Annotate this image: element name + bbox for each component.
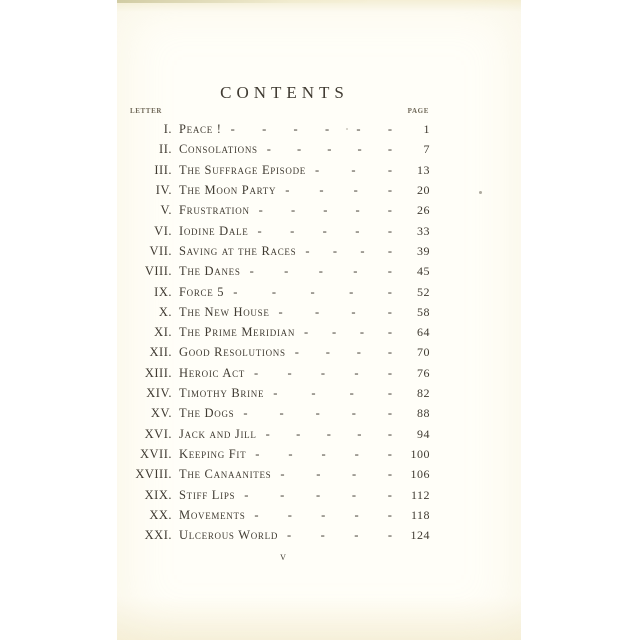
chapter-page-number: 13 xyxy=(417,162,430,177)
leader-dash: - xyxy=(287,507,292,522)
leader-dash: - xyxy=(290,203,296,218)
leader-dash: - xyxy=(387,365,392,380)
dash-leader xyxy=(250,261,392,281)
dash-leader xyxy=(280,464,392,484)
dash-leader xyxy=(266,424,392,444)
leader-dash: - xyxy=(287,528,292,543)
chapter-title: Stiff Lips xyxy=(179,487,236,502)
leader-dash: - xyxy=(351,406,356,421)
dash-leader xyxy=(305,241,392,261)
dash-leader xyxy=(254,363,392,383)
chapter-page-number: 1 xyxy=(423,122,430,136)
leader-dash: - xyxy=(324,122,330,136)
leader-dash: - xyxy=(354,447,359,461)
leader-dash: - xyxy=(285,182,290,197)
toc-row xyxy=(126,139,430,159)
chapter-title: Movements xyxy=(179,507,246,522)
leader-dash: - xyxy=(297,142,302,157)
leader-dash: - xyxy=(258,203,263,218)
leader-dash: - xyxy=(354,507,359,522)
paper-speck xyxy=(346,128,348,130)
toc-row xyxy=(126,200,430,220)
leader-dash: - xyxy=(279,406,284,421)
leader-dash: - xyxy=(327,142,332,157)
leader-dash: - xyxy=(351,487,357,502)
leader-dash: - xyxy=(314,304,320,319)
chapter-page-number: 88 xyxy=(417,406,430,421)
chapter-title: Force 5 xyxy=(179,284,225,299)
toc-row xyxy=(126,505,430,525)
leader-dash: - xyxy=(387,507,392,522)
chapter-page-number: 58 xyxy=(417,304,430,319)
dash-leader xyxy=(267,139,392,159)
leader-dash: - xyxy=(293,122,298,136)
leader-dash: - xyxy=(353,264,358,279)
leader-dash: - xyxy=(360,243,365,258)
leader-dash: - xyxy=(351,162,356,177)
leader-dash: - xyxy=(320,528,325,543)
leader-dash: - xyxy=(387,122,392,136)
chapter-numeral: IX. xyxy=(154,284,172,299)
dash-leader xyxy=(244,485,392,505)
leader-dash: - xyxy=(290,223,295,238)
leader-dash: - xyxy=(356,122,361,136)
page-column-label: PAGE xyxy=(407,107,429,115)
chapter-numeral: IV. xyxy=(155,182,172,197)
chapter-numeral: I. xyxy=(163,122,172,136)
leader-dash: - xyxy=(387,528,392,543)
leader-dash: - xyxy=(352,467,357,482)
chapter-numeral: XIII. xyxy=(144,365,172,380)
dash-leader xyxy=(231,119,392,139)
chapter-page-number: 7 xyxy=(423,142,430,157)
chapter-title: The Canaanites xyxy=(179,467,272,482)
leader-dash: - xyxy=(349,284,354,299)
leader-dash: - xyxy=(243,406,248,421)
dash-leader xyxy=(287,525,392,545)
chapter-page-number: 76 xyxy=(417,365,430,380)
leader-dash: - xyxy=(387,223,392,238)
toc-row xyxy=(126,282,430,302)
chapter-numeral: XI. xyxy=(154,325,172,340)
leader-dash: - xyxy=(304,325,309,340)
chapter-page-number: 45 xyxy=(417,264,430,279)
chapter-numeral: XV. xyxy=(150,406,172,421)
chapter-title: Saving at the Races xyxy=(179,243,297,258)
chapter-title: Iodine Dale xyxy=(179,223,249,238)
dash-leader xyxy=(258,221,392,241)
toc-row xyxy=(126,485,430,505)
leader-dash: - xyxy=(332,243,337,258)
leader-dash: - xyxy=(355,203,360,218)
toc-row xyxy=(126,403,430,423)
leader-dash: - xyxy=(271,284,277,299)
leader-dash: - xyxy=(356,345,361,360)
folio-page-number: v xyxy=(280,549,286,563)
chapter-numeral: VI. xyxy=(154,223,172,238)
leader-dash: - xyxy=(321,507,326,522)
dash-leader xyxy=(285,180,392,200)
leader-dash: - xyxy=(265,426,270,441)
leader-dash: - xyxy=(349,386,354,401)
book-page xyxy=(117,0,521,640)
leader-dash: - xyxy=(296,426,301,441)
chapter-page-number: 52 xyxy=(417,284,430,299)
chapter-title: Ulcerous World xyxy=(179,528,279,543)
leader-dash: - xyxy=(320,365,326,380)
leader-dash: - xyxy=(316,487,321,502)
toc-row xyxy=(126,302,430,322)
toc-row xyxy=(126,464,430,484)
toc-row xyxy=(126,160,430,180)
leader-dash: - xyxy=(266,142,271,157)
chapter-title: Peace ! xyxy=(179,122,222,136)
toc-row xyxy=(126,363,430,383)
toc-row xyxy=(126,221,430,241)
paper-speck xyxy=(479,191,482,194)
leader-dash: - xyxy=(314,162,320,177)
chapter-title: The New House xyxy=(179,304,270,319)
leader-dash: - xyxy=(262,122,267,136)
leader-dash: - xyxy=(273,386,278,401)
leader-dash: - xyxy=(280,467,285,482)
leader-dash: - xyxy=(278,304,283,319)
leader-dash: - xyxy=(280,487,285,502)
chapter-page-number: 20 xyxy=(417,182,430,197)
chapter-title: The Suffrage Episode xyxy=(179,162,306,177)
leader-dash: - xyxy=(294,345,299,360)
leader-dash: - xyxy=(387,243,392,258)
leader-dash: - xyxy=(387,467,392,482)
leader-dash: - xyxy=(255,447,260,461)
leader-dash: - xyxy=(354,528,359,543)
leader-dash: - xyxy=(387,426,392,441)
chapter-page-number: 100 xyxy=(410,447,430,461)
leader-dash: - xyxy=(254,507,259,522)
leader-dash: - xyxy=(316,467,321,482)
chapter-page-number: 112 xyxy=(410,487,430,502)
chapter-title: Timothy Brine xyxy=(179,386,265,401)
dash-leader xyxy=(255,444,392,464)
chapter-page-number: 33 xyxy=(417,223,430,238)
chapter-page-number: 124 xyxy=(410,528,430,543)
leader-dash: - xyxy=(310,284,315,299)
dash-leader xyxy=(315,160,392,180)
toc-row xyxy=(126,322,430,342)
chapter-title: Frustration xyxy=(179,203,250,218)
leader-dash: - xyxy=(351,304,356,319)
leader-dash: - xyxy=(287,365,292,380)
leader-dash: - xyxy=(321,447,326,461)
chapter-numeral: XII. xyxy=(149,345,172,360)
leader-dash: - xyxy=(288,447,293,461)
leader-dash: - xyxy=(326,426,331,441)
toc-row xyxy=(126,444,430,464)
chapter-numeral: V. xyxy=(160,203,172,218)
leader-dash: - xyxy=(257,223,262,238)
leader-dash: - xyxy=(387,304,392,319)
leader-dash: - xyxy=(318,264,323,279)
toc-row xyxy=(126,342,430,362)
leader-dash: - xyxy=(387,142,392,157)
leader-dash: - xyxy=(355,223,360,238)
chapter-page-number: 118 xyxy=(410,507,430,522)
toc-list xyxy=(126,119,430,546)
leader-dash: - xyxy=(331,325,337,340)
leader-dash: - xyxy=(387,203,392,218)
leader-dash: - xyxy=(244,487,249,502)
leader-dash: - xyxy=(387,386,392,401)
dash-leader xyxy=(295,342,392,362)
leader-dash: - xyxy=(254,365,259,380)
chapter-title: Consolations xyxy=(179,142,258,157)
chapter-numeral: XIX. xyxy=(144,487,172,502)
leader-dash: - xyxy=(357,426,362,441)
leader-dash: - xyxy=(387,487,392,502)
leader-dash: - xyxy=(387,406,392,421)
chapter-page-number: 26 xyxy=(417,203,430,218)
dash-leader xyxy=(233,282,392,302)
chapter-title: The Danes xyxy=(179,264,241,279)
chapter-numeral: XVI. xyxy=(144,426,172,441)
leader-dash: - xyxy=(353,182,358,197)
leader-dash: - xyxy=(319,182,324,197)
leader-dash: - xyxy=(325,345,330,360)
chapter-page-number: 106 xyxy=(410,467,430,482)
toc-row xyxy=(126,383,430,403)
leader-dash: - xyxy=(387,284,392,299)
leader-dash: - xyxy=(323,203,328,218)
leader-dash: - xyxy=(249,264,254,279)
toc-row xyxy=(126,424,430,444)
leader-dash: - xyxy=(233,284,238,299)
chapter-numeral: III. xyxy=(154,162,172,177)
leader-dash: - xyxy=(322,223,327,238)
leader-dash: - xyxy=(305,243,310,258)
leader-dash: - xyxy=(387,325,392,340)
leader-dash: - xyxy=(387,162,392,177)
column-headers xyxy=(126,107,430,115)
chapter-numeral: VII. xyxy=(149,243,172,258)
chapter-page-number: 94 xyxy=(417,426,430,441)
toc-row xyxy=(126,180,430,200)
leader-dash: - xyxy=(387,264,392,279)
dash-leader xyxy=(259,200,392,220)
chapter-numeral: XVIII. xyxy=(135,467,172,482)
leader-dash: - xyxy=(357,142,362,157)
chapter-numeral: X. xyxy=(158,304,172,319)
chapter-title: The Dogs xyxy=(179,406,235,421)
leader-dash: - xyxy=(311,386,316,401)
dash-leader xyxy=(304,322,392,342)
dash-leader xyxy=(254,505,392,525)
leader-dash: - xyxy=(315,406,320,421)
toc-row xyxy=(126,261,430,281)
chapter-title: The Prime Meridian xyxy=(179,325,296,340)
leader-dash: - xyxy=(284,264,289,279)
chapter-numeral: XXI. xyxy=(144,528,172,543)
type-area xyxy=(126,0,430,640)
chapter-numeral: XX. xyxy=(149,507,172,522)
leader-dash: - xyxy=(387,182,392,197)
toc-row xyxy=(126,241,430,261)
dash-leader xyxy=(243,403,392,423)
leader-dash: - xyxy=(387,447,392,461)
chapter-title: The Moon Party xyxy=(179,182,277,197)
chapter-title: Good Resolutions xyxy=(179,345,286,360)
chapter-title: Heroic Act xyxy=(179,365,245,380)
chapter-page-number: 64 xyxy=(417,325,430,340)
chapter-numeral: XVII. xyxy=(139,447,172,461)
dash-leader xyxy=(273,383,392,403)
chapter-numeral: VIII. xyxy=(144,264,172,279)
toc-row xyxy=(126,119,430,139)
leader-dash: - xyxy=(359,325,365,340)
chapter-page-number: 70 xyxy=(417,345,430,360)
chapter-numeral: XIV. xyxy=(146,386,172,401)
chapter-numeral: II. xyxy=(159,142,172,157)
leader-dash: - xyxy=(354,365,359,380)
leader-dash: - xyxy=(387,345,392,360)
toc-row xyxy=(126,525,430,545)
chapter-page-number: 82 xyxy=(417,386,430,401)
chapter-page-number: 39 xyxy=(417,243,430,258)
chapter-title: Keeping Fit xyxy=(179,447,247,461)
leader-dash: - xyxy=(230,122,235,136)
dash-leader xyxy=(279,302,392,322)
chapter-title: Jack and Jill xyxy=(179,426,257,441)
contents-title: CONTENTS xyxy=(220,83,349,102)
letter-column-label: LETTER xyxy=(130,107,162,115)
